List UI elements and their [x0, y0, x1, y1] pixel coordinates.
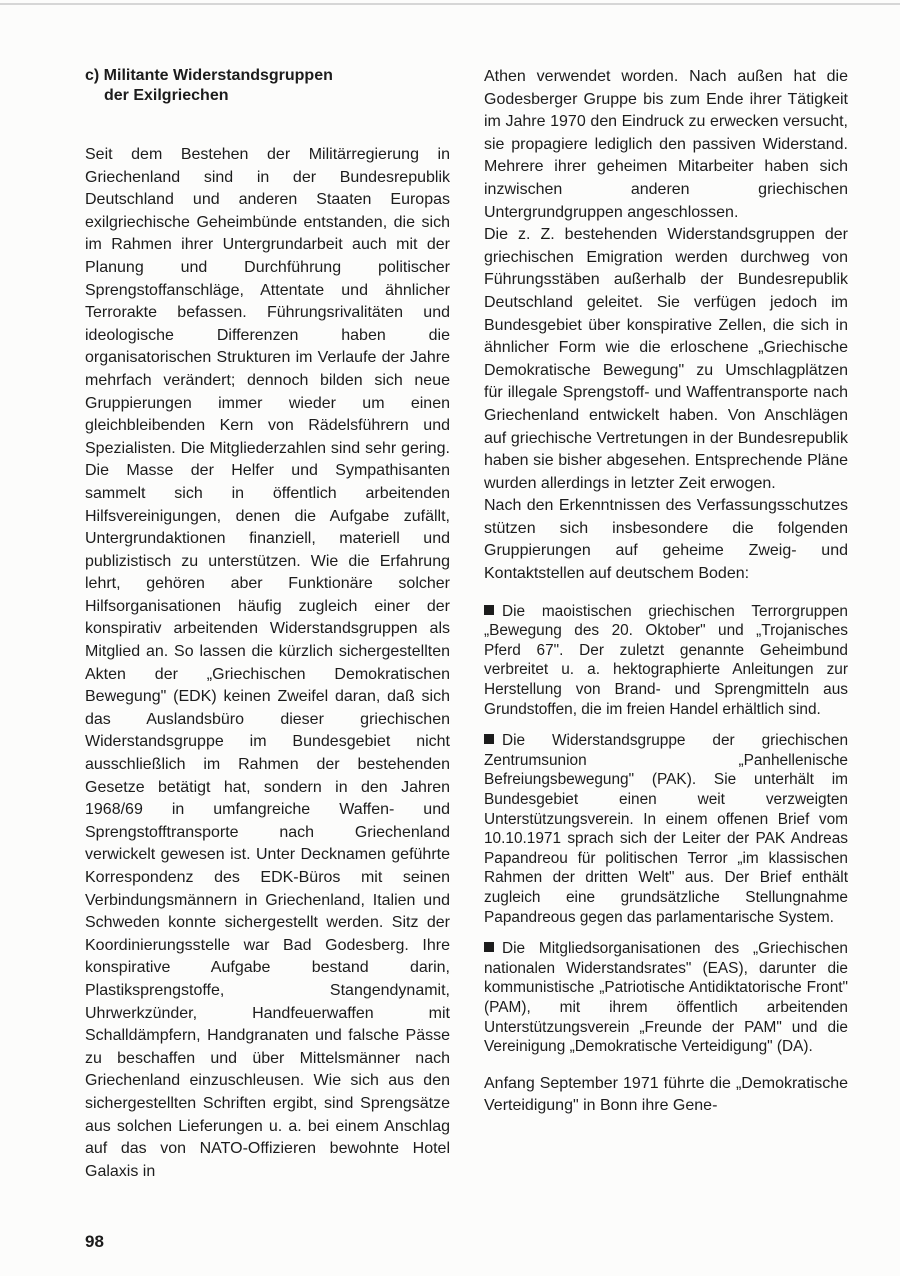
square-bullet-icon	[484, 734, 494, 744]
bullet-item-1	[484, 602, 848, 720]
right-paragraph-3: Nach den Erkenntnissen des Verfassungsschutzes stützen sich insbesondere die folgenden Gruppierungen auf geheime Zweig- und Kontaktstellen auf deutschem Boden:	[484, 497, 848, 583]
bullet-item-3	[484, 939, 848, 1057]
closing-paragraph: Anfang September 1971 führte die „Demokratische Verteidigung" in Bonn ihre Gene-	[484, 1074, 848, 1115]
bullet-text-2: Die Widerstandsgruppe der griechischen Zentrumsunion „Panhellenische Befreiungsbewegung" (PAK). Sie unterhält im Bundesgebiet einen weit verzweigten Unterstützungsverein. In einem offenen Brief vom 10.10.1971 sprach sich der Leiter der PAK Andreas Papandreou für politischen Terror „im klassischen Rahmen der dritten Welt" aus. Der Brief enthält zugleich eine grundsätzliche Stellungnahme Papandreous gegen das parlamentarische System.	[484, 732, 848, 926]
right-paragraph-2: Die z. Z. bestehenden Widerstandsgruppen der griechischen Emigration werden durchweg von Führungsstäben außerhalb der Bundesrepublik Deutschland geleitet. Sie verfügen jedoch im Bundesgebiet über konspirative Zellen, die sich in ähnlicher Form wie die erloschene „Griechische Demokratische Bewegung" zu Umschlagplätzen für illegale Sprengstoff- und Waffentransporte nach Griechenland entwickelt haben. Von Anschlägen auf griechische Vertretungen in der Bundesrepublik haben sie bisher abgesehen. Entsprechende Pläne wurden allerdings in letzter Zeit erwogen.	[484, 226, 848, 492]
bullet-text-3: Die Mitgliedsorganisationen des „Griechischen nationalen Widerstandsrates" (EAS), darunter die kommunistische „Patriotische Antidiktatorische Front" (PAM), mit ihrem öffentlich arbeitenden Unterstützungsverein „Freunde der PAM" und die Vereinigung „Demokratische Verteidigung" (DA).	[484, 940, 848, 1056]
square-bullet-icon	[484, 605, 494, 615]
left-column	[85, 66, 450, 1183]
section-heading	[85, 66, 450, 106]
section-heading-line1: c) Militante Widerstandsgruppen	[85, 67, 333, 84]
right-paragraph-1: Athen verwendet worden. Nach außen hat die Godesberger Gruppe bis zum Ende ihrer Tätigkeit im Jahre 1970 den Eindruck zu erwecken versucht, sie propagiere lediglich den passiven Widerstand. Mehrere ihrer geheimen Mitarbeiter haben sich inzwischen anderen griechischen Untergrundgruppen angeschlossen.	[484, 68, 848, 221]
top-edge-rule	[0, 3, 900, 5]
square-bullet-icon	[484, 942, 494, 952]
page-number: 98	[85, 1232, 104, 1251]
group-bullet-list	[484, 602, 848, 1057]
bullet-item-2	[484, 731, 848, 927]
left-body-paragraph: Seit dem Bestehen der Militärregierung in Griechenland sind in der Bundesrepublik Deutschland und anderen Staaten Europas exilgriechische Geheimbünde entstanden, die sich im Rahmen ihrer Untergrundarbeit auch mit der Planung und Durchführung politischer Sprengstoffanschläge, Attentate und ähnlicher Terrorakte befassen. Führungsrivalitäten und ideologische Differenzen haben die organisatorischen Strukturen im Verlaufe der Jahre mehrfach verändert; dennoch bilden sich neue Gruppierungen immer wieder um einen gleichbleibenden Kern von Rädelsführern und Spezialisten. Die Mitgliederzahlen sind sehr gering. Die Masse der Helfer und Sympathisanten sammelt sich in öffentlich arbeitenden Hilfsvereinigungen, denen die Aufgabe zufällt, Untergrundaktionen finanziell, materiell und publizistisch zu unterstützen. Wie die Erfahrung lehrt, gehören aber Funktionäre solcher Hilfsorganisationen häufig zugleich einer der konspirativ arbeitenden Widerstandsgruppen als Mitglied an. So lassen die kürzlich sichergestellten Akten der „Griechischen Demokratischen Bewegung" (EDK) keinen Zweifel daran, daß sich das Auslandsbüro dieser griechischen Widerstandsgruppe im Bundesgebiet nicht ausschließlich im Rahmen der bestehenden Gesetze betätigt hat, sondern in den Jahren 1968/69 in umfangreiche Waffen- und Sprengstofftransporte nach Griechenland verwickelt gewesen ist. Unter Decknamen geführte Korrespondenz des EDK-Büros mit seinen Verbindungsmännern in Griechenland, Italien und Schweden konnte sichergestellt werden. Sitz der Koordinierungsstelle war Bad Godesberg. Ihre konspirative Aufgabe bestand darin, Plastiksprengstoffe, Stangendynamit, Uhrwerkzünder, Handfeuerwaffen mit Schalldämpfern, Handgranaten und falsche Pässe zu beschaffen und über Mittelsmänner nach Griechenland einzuschleusen. Wie sich aus den sichergestellten Schriften ergibt, sind Sprengsätze aus solchen Lieferungen u. a. bei einem Anschlag auf das von NATO-Offizieren bewohnte Hotel Galaxis in	[85, 146, 450, 1180]
section-heading-line2: der Exilgriechen	[104, 87, 229, 104]
bullet-text-1: Die maoistischen griechischen Terrorgruppen „Bewegung des 20. Oktober" und „Trojanisches Pferd 67". Der zuletzt genannte Geheimbund verbreitet u. a. hektographierte Anleitungen zur Herstellung von Brand- und Sprengmitteln aus Grundstoffen, die im freien Handel erhältlich sind.	[484, 602, 848, 718]
right-column	[484, 66, 848, 1118]
